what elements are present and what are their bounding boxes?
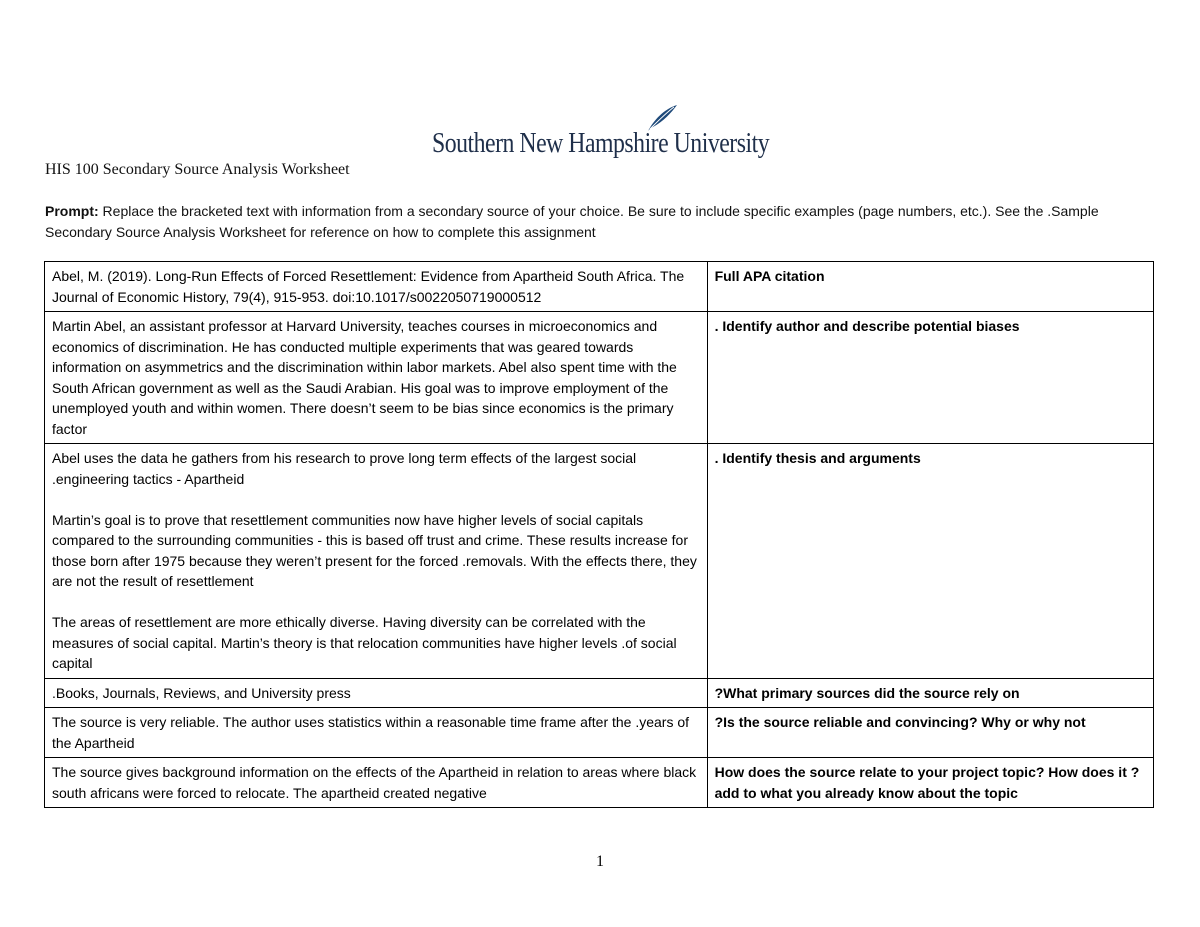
answer-text: The source is very reliable. The author uses statistics within a reasonable time frame after the .years of the Apartheid: [52, 714, 690, 751]
table-row: [45, 708, 1154, 758]
answer-text: Martin’s goal is to prove that resettlement communities now have higher levels of social capitals compared to the surrounding communities - this is based off trust and crime. These results increase for those born after 1975 because they weren’t present for the forced .removals. With the effects there, they are not the result of resettlement: [52, 511, 697, 589]
answer-text: Martin Abel, an assistant professor at Harvard University, teaches courses in microeconomics and economics of discrimination. He has conducted multiple experiments that was geared towards information on asymmetrics and the discrimination within labor markets. Abel also spent time with the South African government as well as the Saudi Arabian. His goal was to improve employment of the unemployed youth and within women. There doesn’t seem to be bias since economics is the primary factor: [52, 318, 677, 437]
question-cell: ?Is the source reliable and convincing? Why or why not: [707, 708, 1153, 758]
prompt-label: Prompt:: [45, 203, 99, 219]
table-row: [45, 444, 1154, 679]
answer-cell: [45, 312, 708, 444]
answer-cell: [45, 444, 708, 679]
answer-text: The areas of resettlement are more ethically diverse. Having diversity can be correlated with the measures of social capital. Martin’s theory is that relocation communities have higher levels .of social capital: [52, 614, 677, 671]
answer-cell: [45, 758, 708, 808]
question-cell: Full APA citation: [707, 262, 1153, 312]
prompt-text: Replace the bracketed text with information from a secondary source of your choice. Be sure to include specific examples (page numbers, etc.). See the .Sample Secondary Source Analysis Worksheet for reference on how to complete this assignment: [45, 203, 1099, 240]
quill-icon: [644, 104, 678, 132]
university-logo: [432, 104, 772, 164]
table-row: [45, 678, 1154, 708]
answer-text: .Books, Journals, Reviews, and University press: [52, 684, 351, 701]
answer-cell: [45, 262, 708, 312]
table-row: [45, 312, 1154, 444]
answer-text: Abel, M. (2019). Long-Run Effects of Forced Resettlement: Evidence from Apartheid South Africa. The Journal of Economic History, 79(4), 915-953. doi:10.1017/s0022050719000512: [52, 268, 685, 305]
question-cell: . Identify thesis and arguments: [707, 444, 1153, 679]
question-cell: How does the source relate to your project topic? How does it ?add to what you already know about the topic: [707, 758, 1153, 808]
table-row: [45, 262, 1154, 312]
answer-cell: [45, 678, 708, 708]
analysis-table: [44, 261, 1154, 808]
logo-text: Southern New Hampshire University: [432, 127, 770, 159]
question-cell: . Identify author and describe potential biases: [707, 312, 1153, 444]
prompt-paragraph: [45, 201, 1160, 243]
answer-text: The source gives background information on the effects of the Apartheid in relation to areas where black south africans were forced to relocate. The apartheid created negative: [52, 764, 697, 801]
page-number: 1: [596, 853, 604, 870]
answer-cell: [45, 708, 708, 758]
answer-text: Abel uses the data he gathers from his research to prove long term effects of the largest social .engineering tactics - Apartheid: [52, 450, 637, 487]
table-row: [45, 758, 1154, 808]
worksheet-title: HIS 100 Secondary Source Analysis Worksheet: [45, 161, 350, 178]
question-cell: ?What primary sources did the source rely on: [707, 678, 1153, 708]
